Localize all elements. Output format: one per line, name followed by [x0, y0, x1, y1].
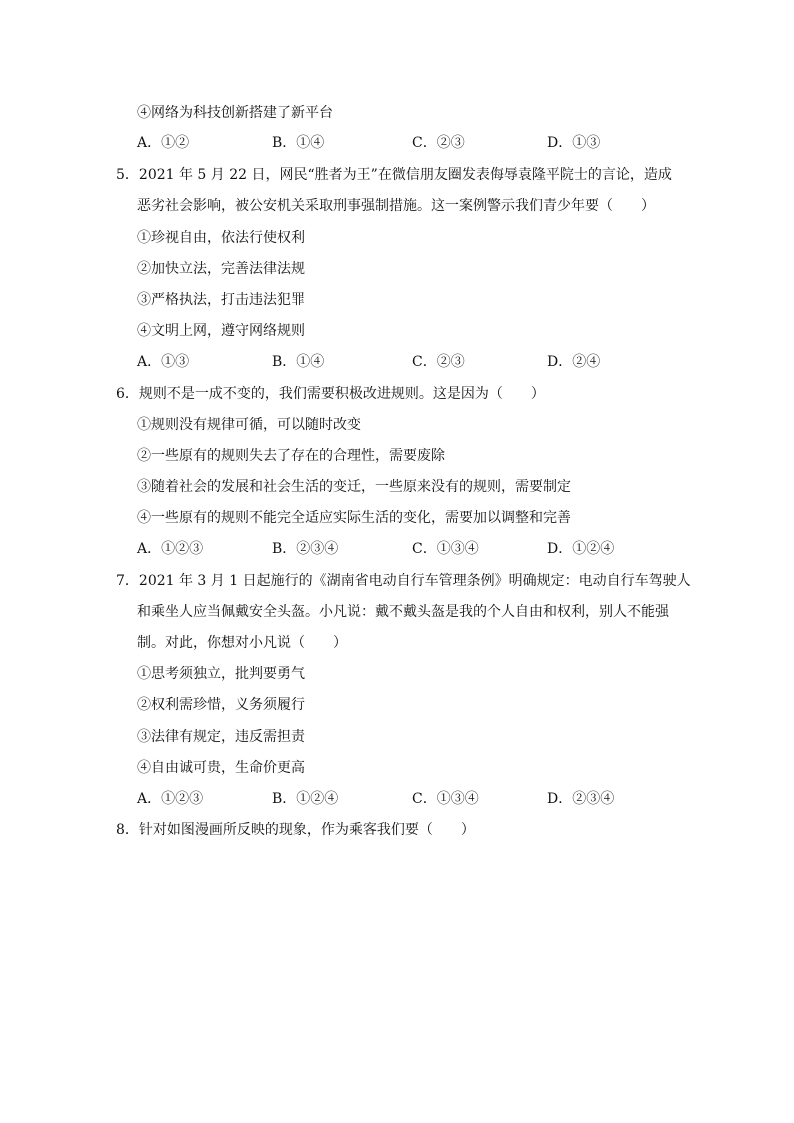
q4-option-d: D．①③: [547, 135, 601, 151]
q6-option-b: B．②③④: [272, 541, 339, 557]
q7-item-1: ①思考须独立，批判要勇气: [137, 666, 305, 682]
q6-option-c: C．①③④: [412, 541, 479, 557]
q5-options: [137, 352, 657, 372]
q4-option-b: B．①④: [272, 135, 325, 151]
q4-option-a: A．①②: [137, 135, 190, 151]
q5-stem-line-2: 恶劣社会影响，被公安机关采取刑事强制措施。这一案例警示我们青少年要（ ）: [137, 198, 655, 214]
q7-stem-line-3: 制。对此，你想对小凡说（ ）: [137, 635, 347, 651]
q7-option-d: D．②③④: [547, 791, 615, 807]
q5-option-d: D．②④: [547, 354, 601, 370]
q7-option-a: A．①②③: [137, 791, 204, 807]
q6-option-d: D．①②④: [547, 541, 615, 557]
q5-option-b: B．①④: [272, 354, 325, 370]
q7-options: [137, 789, 657, 809]
q4-item-4: ④网络为科技创新搭建了新平台: [137, 105, 333, 121]
q7-item-3: ③法律有规定，违反需担责: [137, 729, 305, 745]
q7-option-b: B．①②④: [272, 791, 339, 807]
q4-option-c: C．②③: [412, 135, 465, 151]
q6-option-a: A．①②③: [137, 541, 204, 557]
q6-item-3: ③随着社会的发展和社会生活的变迁，一些原来没有的规则，需要制定: [137, 479, 571, 495]
q6-stem-line-1: 6．规则不是一成不变的，我们需要积极改进规则。这是因为（ ）: [116, 386, 545, 402]
q7-stem-line-2: 和乘坐人应当佩戴安全头盔。小凡说：戴不戴头盔是我的个人自由和权利，别人不能强: [137, 604, 669, 620]
q5-item-2: ②加快立法，完善法律法规: [137, 261, 305, 277]
q5-item-3: ③严格执法，打击违法犯罪: [137, 292, 305, 308]
q5-item-4: ④文明上网，遵守网络规则: [137, 323, 305, 339]
q7-item-2: ②权利需珍惜，义务须履行: [137, 697, 305, 713]
q7-option-c: C．①③④: [412, 791, 479, 807]
q5-item-1: ①珍视自由，依法行使权利: [137, 230, 305, 246]
q7-stem-line-1: 7．2021 年 3 月 1 日起施行的《湖南省电动自行车管理条例》明确规定：电动自行车驾驶人: [116, 573, 691, 589]
q7-item-4: ④自由诚可贵，生命价更高: [137, 760, 305, 776]
q5-stem-line-1: 5．2021 年 5 月 22 日，网民“胜者为王”在微信朋友圈发表侮辱袁隆平院士的言论，造成: [116, 167, 672, 183]
q6-item-2: ②一些原有的规则失去了存在的合理性，需要废除: [137, 448, 445, 464]
q6-options: [137, 539, 657, 559]
q4-options: [137, 133, 657, 153]
q5-option-c: C．②③: [412, 354, 465, 370]
q6-item-4: ④一些原有的规则不能完全适应实际生活的变化，需要加以调整和完善: [137, 510, 571, 526]
q6-item-1: ①规则没有规律可循，可以随时改变: [137, 417, 361, 433]
q8-stem-line-1: 8．针对如图漫画所反映的现象，作为乘客我们要（ ）: [116, 822, 475, 838]
q5-option-a: A．①③: [137, 354, 190, 370]
